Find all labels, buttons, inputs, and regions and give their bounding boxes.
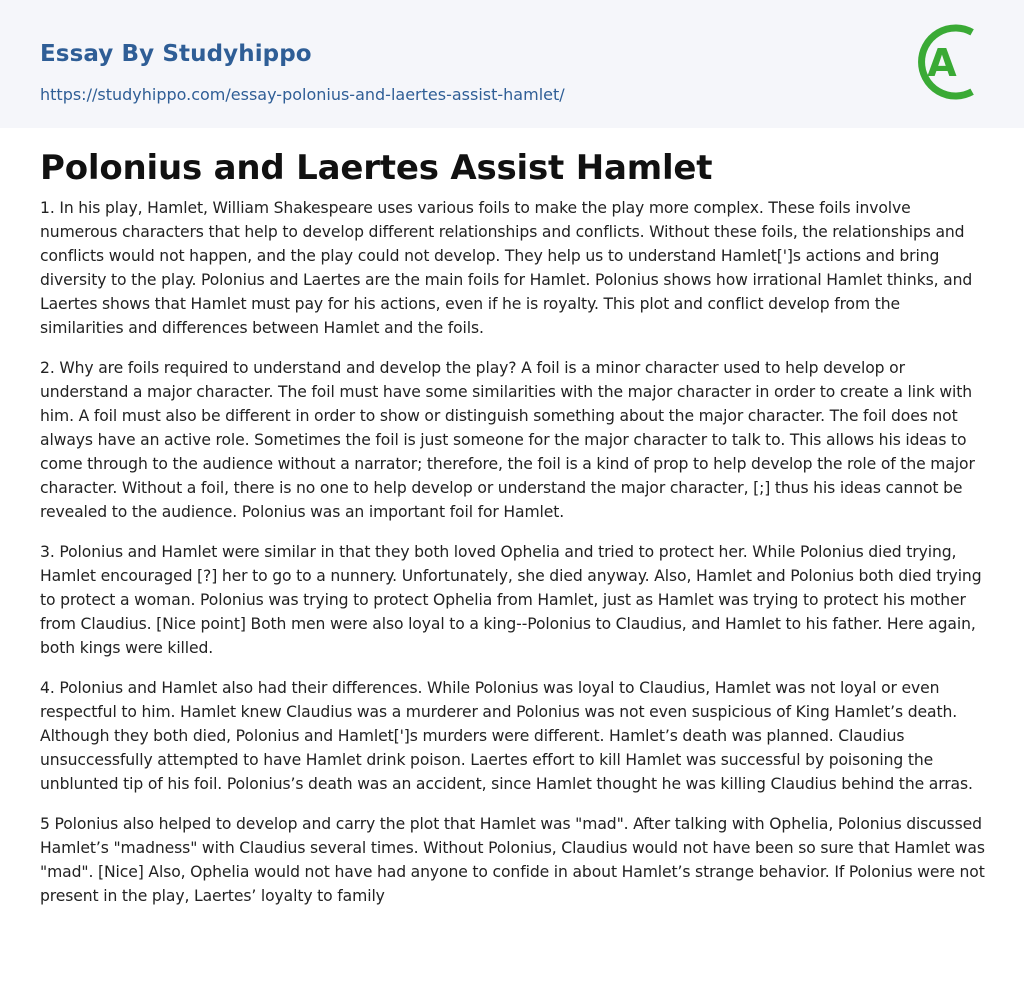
site-brand[interactable]: Essay By Studyhippo [40, 41, 312, 67]
article [40, 148, 986, 924]
article-paragraph: 1. In his play, Hamlet, William Shakespeare uses various foils to make the play more complex. These foils involve numerous characters that help to develop different relationships and conflicts. Without these foils, the relationships and conflicts would not happen, and the play could not develop. They help us to understand Hamlet[']s actions and bring diversity to the play. Polonius and Laertes are the main foils for Hamlet. Polonius shows how irrational Hamlet thinks, and Laertes shows that Hamlet must pay for his actions, even if he is royalty. This plot and conflict develop from the similarities and differences between Hamlet and the foils. [40, 199, 973, 337]
page-url-link[interactable]: https://studyhippo.com/essay-polonius-and-laertes-assist-hamlet/ [40, 85, 565, 104]
article-title: Polonius and Laertes Assist Hamlet [40, 148, 713, 188]
article-paragraph: 5 Polonius also helped to develop and carry the plot that Hamlet was "mad". After talking with Ophelia, Polonius discussed Hamlet’s "madness" with Claudius several times. Without Polonius, Claudius would not have been so sure that Hamlet was "mad". [Nice] Also, Ophelia would not have had anyone to confide in about Hamlet’s strange behavior. If Polonius were not present in the play, Laertes’ loyalty to family [40, 815, 985, 905]
article-paragraph: 2. Why are foils required to understand and develop the play? A foil is a minor character used to help develop or understand a major character. The foil must have some similarities with the major character in order to create a link with him. A foil must also be different in order to show or distinguish something about the major character. The foil does not always have an active role. Sometimes the foil is just someone for the major character to talk to. This allows his ideas to come through to the audience without a narrator; therefore, the foil is a kind of prop to help develop the role of the major character. Without a foil, there is no one to help develop or understand the major character, [;] thus his ideas cannot be revealed to the audience. Polonius was an important foil for Hamlet. [40, 359, 975, 521]
article-paragraph: 3. Polonius and Hamlet were similar in that they both loved Ophelia and tried to protect her. While Polonius died trying, Hamlet encouraged [?] her to go to a nunnery. Unfortunately, she died anyway. Also, Hamlet and Polonius both died trying to protect a woman. Polonius was trying to protect Ophelia from Hamlet, just as Hamlet was trying to protect his mother from Claudius. [Nice point] Both men were also loyal to a king--Polonius to Claudius, and Hamlet to his father. Here again, both kings were killed. [40, 543, 982, 657]
article-paragraph: 4. Polonius and Hamlet also had their differences. While Polonius was loyal to Claudius, Hamlet was not loyal or even respectful to him. Hamlet knew Claudius was a murderer and Polonius was not even suspicious of King Hamlet’s death. Although they both died, Polonius and Hamlet[']s murders were different. Hamlet’s death was planned. Claudius unsuccessfully attempted to have Hamlet drink poison. Laertes effort to kill Hamlet was successful by poisoning the unblunted tip of his foil. Polonius’s death was an accident, since Hamlet thought he was killing Claudius behind the arras. [40, 679, 973, 793]
studyhippo-logo-icon[interactable] [912, 18, 988, 106]
site-header [0, 0, 1024, 128]
logo-letter: A [927, 41, 957, 85]
